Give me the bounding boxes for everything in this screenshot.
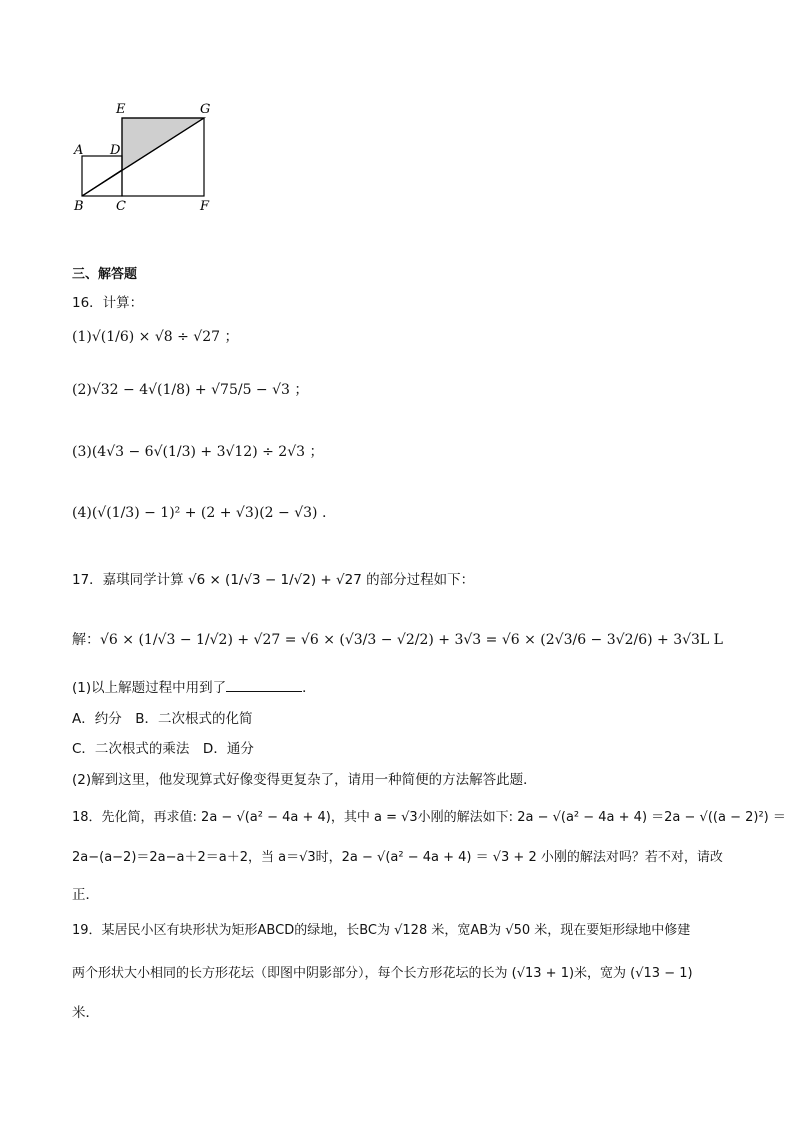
q16-part3: (3)(4√3 − 6√(1/3) + 3√12) ÷ 2√3 ；	[72, 444, 324, 460]
q16-stem: 16．计算：	[72, 295, 144, 311]
label-C: C	[116, 199, 126, 214]
section-title: 三、解答题	[72, 267, 138, 282]
q17-part1	[72, 676, 316, 696]
label-G: G	[200, 102, 211, 117]
q19-line2: 两个形状大小相同的长方形花坛（即图中阴影部分），每个长方形花坛的长为 (√13 + 1)米，宽为 (√13 − 1)	[72, 966, 693, 981]
label-A: A	[74, 143, 84, 158]
label-B: B	[74, 199, 84, 214]
geometry-figure	[70, 96, 230, 216]
q16-part4: (4)(√(1/3) − 1)² + (2 + √3)(2 − √3) .	[72, 505, 327, 521]
q17-solution: 解：√6 × (1/√3 − 1/√2) + √27 = √6 × (√3/3 − √2/2) + 3√3 = √6 × (2√3/6 − 3√2/6) + 3√3L L	[72, 632, 723, 648]
q16-part1: (1)√(1/6) × √8 ÷ √27 ；	[72, 329, 239, 345]
label-E: E	[116, 102, 126, 117]
q19-line3: 米．	[72, 1005, 99, 1021]
q17-part1-text: (1)以上解题过程中用到了	[72, 680, 227, 696]
q18-line3: 正．	[72, 887, 99, 903]
q18-line1: 18．先化简，再求值: 2a − √(a² − 4a + 4)，其中 a = √3小刚的解法如下: 2a − √(a² − 4a + 4) ＝2a − √((a − 2)²) ＝	[72, 810, 786, 825]
label-D: D	[110, 143, 121, 158]
q16-part2: (2)√32 − 4√(1/8) + √75/5 − √3 ；	[72, 382, 309, 398]
q17-options-cd: C．二次根式的乘法 D．通分	[72, 741, 254, 757]
diagonal-bd	[82, 170, 122, 196]
q17-part2: (2)解到这里，他发现算式好像变得更复杂了，请用一种简便的方法解答此题．	[72, 772, 537, 788]
q17-stem: 17．嘉琪同学计算 √6 × (1/√3 − 1/√2) + √27 的部分过程如下：	[72, 572, 475, 588]
answer-blank[interactable]	[226, 679, 302, 692]
label-F: F	[200, 199, 210, 214]
q17-options-ab: A．约分 B．二次根式的化简	[72, 711, 253, 727]
q19-line1: 19．某居民小区有块形状为矩形ABCD的绿地，长BC为 √128 米，宽AB为 √50 米，现在要矩形绿地中修建	[72, 923, 691, 938]
q18-line2: 2a−(a−2)＝2a−a＋2＝a＋2，当 a＝√3时，2a − √(a² − 4a + 4) ＝ √3 + 2 小刚的解法对吗？若不对，请改	[72, 850, 723, 865]
q17-part1-end: ．	[302, 680, 316, 696]
small-square	[82, 156, 122, 196]
